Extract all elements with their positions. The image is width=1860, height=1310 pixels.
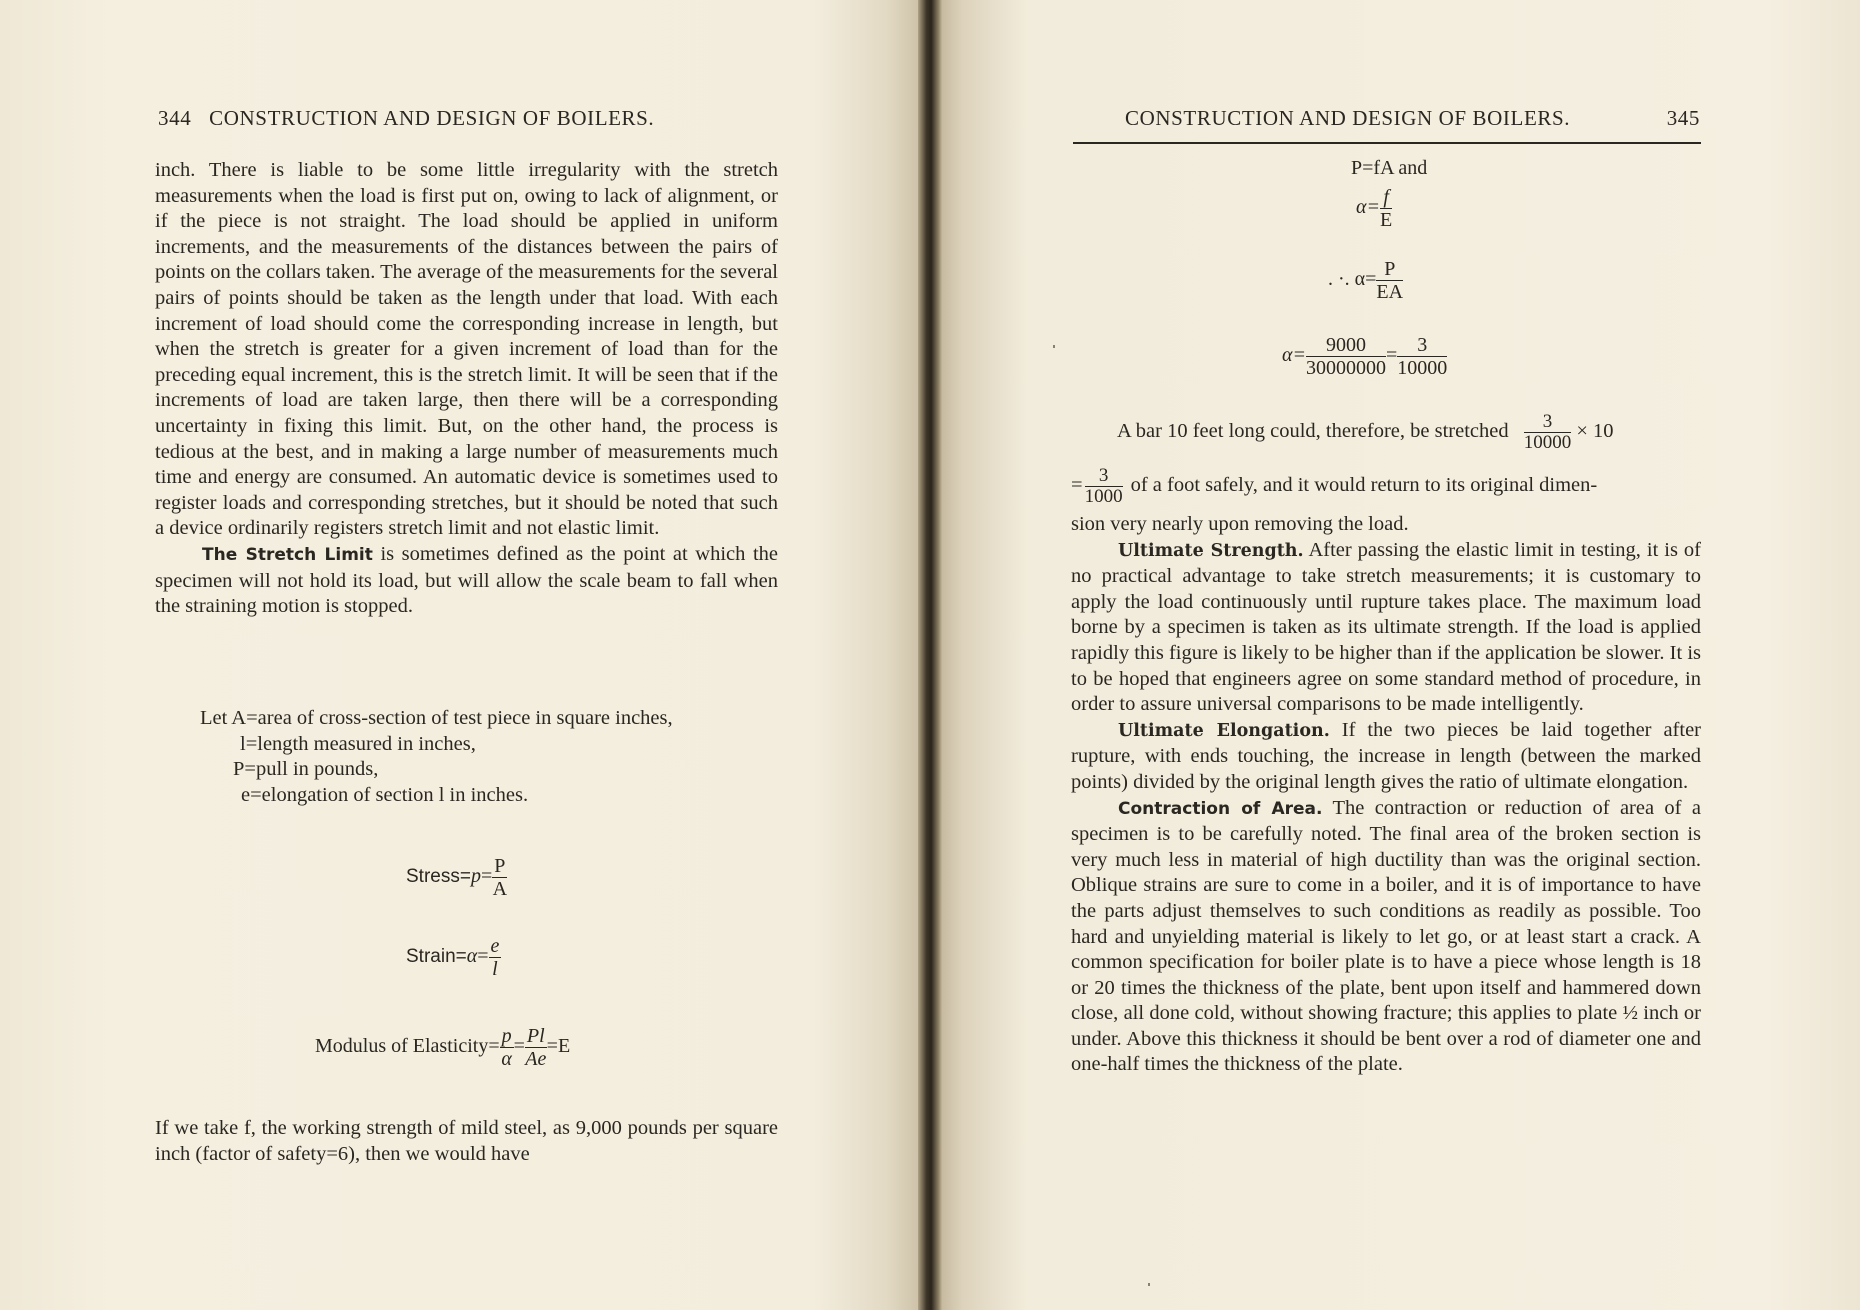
eq4-fraction-2: $\frac{3}{10000}$ (1397, 334, 1448, 379)
modulus-equation: Modulus of Elasticity= $\frac{p}{\alpha}$ = $\frac{Pl}{Ae}$ =E (315, 1025, 571, 1070)
definition-area: Let A=area of cross-section of test piece in square inches, (200, 707, 673, 729)
strain-equation: Strain=α= $\frac{e}{l}$ (406, 935, 500, 980)
ultimate-elongation-paragraph: Ultimate Elongation. If the two pieces be laid together after rupture, with ends touching, the increase in length (between the marked points) divided by the original length gives the ratio of ultimate elongation. (1071, 718, 1702, 793)
definition-elongation: e=elongation of section l in inches. (241, 783, 529, 806)
stress-var: p (470, 865, 481, 888)
eq3-fraction: $\frac{P}{EA}$ (1376, 258, 1404, 303)
stretch-limit-heading: The Stretch Limit (202, 544, 373, 565)
definitions-block (200, 706, 780, 808)
right-body (1071, 512, 1701, 1078)
header-rule (1073, 142, 1701, 144)
eq-alpha-p-over-ea: . ·. α= $\frac{P}{EA}$ (1328, 258, 1404, 303)
page-speck (1053, 345, 1055, 348)
working-strength-paragraph: If we take f, the working strength of mild steel, as 9,000 pounds per square inch (factor of safety=6), then we would have (155, 1117, 778, 1165)
strain-fraction: $\frac{e}{l}$ (490, 935, 500, 980)
left-page (0, 0, 925, 1310)
modulus-label: Modulus of Elasticity= (315, 1035, 500, 1058)
stress-fraction: $\frac{P}{A}$ (492, 855, 508, 900)
right-head-title: CONSTRUCTION AND DESIGN OF BOILERS. (1125, 106, 1571, 130)
bar-fraction: $\frac{3}{10000}$ (1523, 411, 1572, 453)
eq-p-fa: P=fA and (1351, 157, 1428, 179)
eq2-fraction: $\frac{f}{E}$ (1380, 186, 1393, 231)
left-body (155, 158, 778, 620)
ultimate-elongation-heading: Ultimate Elongation. (1118, 720, 1330, 741)
left-head-title: CONSTRUCTION AND DESIGN OF BOILERS. (209, 106, 655, 130)
definition-length: l=length measured in inches, (240, 732, 476, 755)
page-speck (1148, 1283, 1150, 1286)
right-page-number: 345 (1666, 106, 1700, 130)
stretch-limit-paragraph (155, 542, 778, 620)
eq-alpha-numeric: α= $\frac{9000}{30000000}$ = $\frac{3}{10000}$ (1282, 334, 1448, 379)
left-running-head (158, 106, 654, 131)
ultimate-strength-heading: Ultimate Strength. (1118, 540, 1304, 561)
modulus-result: E (557, 1035, 571, 1058)
strain-var: α (466, 945, 478, 968)
foot-fraction: $\frac{3}{1000}$ (1084, 465, 1123, 507)
stress-equation: Stress=p= $\frac{P}{A}$ (406, 855, 508, 900)
definition-pull: P=pull in pounds, (233, 758, 379, 781)
eq4-fraction-1: $\frac{9000}{30000000}$ (1306, 334, 1386, 379)
bar-stretch-line-3: sion very nearly upon removing the load. (1071, 513, 1409, 535)
bar-stretch-line: A bar 10 feet long could, therefore, be stretched $\frac{3}{10000}$ × 10 (1117, 411, 1614, 453)
contraction-paragraph: Contraction of Area. The contraction or reduction of area of a specimen is to be carefully noted. The final area of the broken section is very much less in material of high ductility than was the original section. Oblique strains are sure to come in a boiler, and it is of importance to have the parts adjust themselves to such conditions as readily as possible. Too hard and unyielding material is likely to let go, or at least start a crack. A common specification for boiler plate is to have a piece whose length is 18 or 20 times the thickness of the plate, bent upon itself and hammered down close, all done cold, without showing fracture; this applies to plate ½ inch or under. Above this thickness it should be bent over a rod of diameter one and one-half times the thickness of the plate. (1071, 796, 1701, 1076)
modulus-fraction-1: $\frac{p}{\alpha}$ (501, 1025, 512, 1070)
eq-alpha-f-over-e: α= $\frac{f}{E}$ (1356, 186, 1393, 231)
bar-stretch-line-2: = $\frac{3}{1000}$ of a foot safely, and it would return to its original dimen- (1071, 465, 1598, 507)
left-page-number: 344 (158, 106, 192, 130)
contraction-heading: Contraction of Area. (1118, 798, 1323, 819)
stress-label: Stress= (406, 866, 471, 888)
stretch-limit-text: is sometimes defined as the point at which the specimen will not hold its load, but will allow the scale beam to fall when the straining motion is stopped. (155, 542, 779, 618)
modulus-fraction-2: $\frac{Pl}{Ae}$ (525, 1025, 547, 1070)
strain-label: Strain= (406, 946, 467, 968)
ultimate-strength-paragraph: Ultimate Strength. After passing the elastic limit in testing, it is of no practical advantage to take stretch measurements; it is customary to apply the load continuously until rupture takes place. The maximum load borne by a specimen is taken as its ultimate strength. If the load is applied rapidly this figure is likely to be higher than if the application be slower. It is to be hoped that engineers agree on some standard method of procedure, in order to assure universal comparisons to be made intelligently. (1071, 538, 1701, 716)
right-running-head (1125, 106, 1700, 131)
book-gutter (918, 0, 942, 1310)
irregularity-paragraph: inch. There is liable to be some little irregularity with the stretch measurements when the load is first put on, owing to lack of alignment, or if the piece is not straight. The load should be applied in uniform increments, and the measurements of the distances between the pairs of points on the collars taken. The average of the measurements for the several pairs of points should be taken as the length under that load. With each increment of load should come the corresponding increase in length, but when the stretch is greater for a given increment of load than for the preceding equal increment, this is the stretch limit. It will be seen that if the increments of load are taken large, then there will be a corresponding uncertainty in fixing this limit. But, on the other hand, the process is tedious at the best, and in making a large number of measurements much time and energy are consumed. An automatic device is sometimes used to register loads and corresponding stretches, but it should be noted that such a device ordinarily registers stretch limit and not elastic limit. (155, 159, 778, 540)
